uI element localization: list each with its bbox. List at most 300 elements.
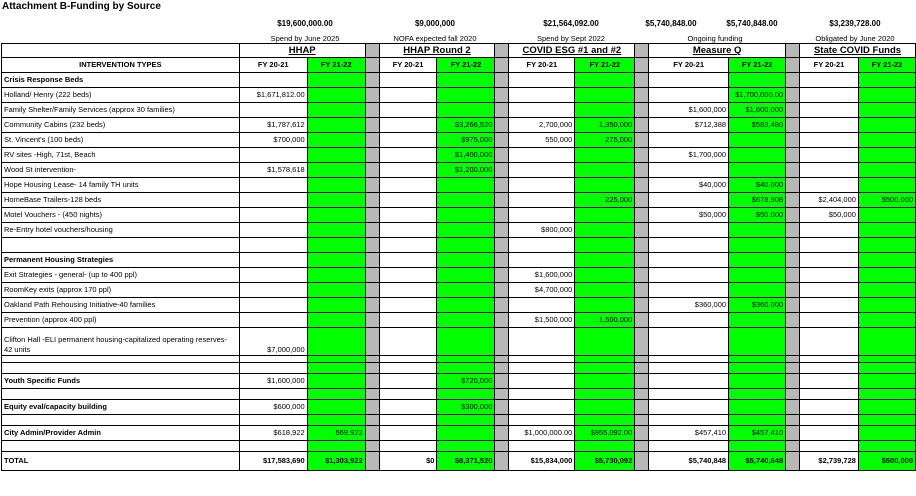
- amount-cell: [800, 238, 859, 253]
- section-row: [2, 400, 916, 415]
- separator: [786, 178, 800, 193]
- separator: [786, 415, 800, 426]
- separator: [786, 313, 800, 328]
- separator: [495, 328, 509, 356]
- amount-cell: [307, 118, 365, 133]
- amount-cell: [800, 356, 859, 363]
- source-hhap: HHAP: [239, 44, 365, 58]
- separator: [786, 208, 800, 223]
- amount-cell: [800, 103, 859, 118]
- separator: [495, 283, 509, 298]
- row-label: [2, 363, 240, 374]
- amount-cell: [800, 298, 859, 313]
- amount-cell: [649, 356, 729, 363]
- amount-cell: $1,578,618: [239, 163, 307, 178]
- separator: [635, 58, 649, 73]
- amount-cell: [729, 328, 786, 356]
- table-row: [2, 133, 916, 148]
- amount-cell: [307, 238, 365, 253]
- fy-header: FY 20-21: [649, 58, 729, 73]
- amount-cell: [858, 400, 915, 415]
- table-row: [2, 88, 916, 103]
- amount-cell: [729, 389, 786, 400]
- amount-cell: [379, 328, 437, 356]
- section-row: [2, 426, 916, 441]
- amount-cell: [858, 133, 915, 148]
- separator: [635, 389, 649, 400]
- separator: [786, 356, 800, 363]
- amount-cell: $600,000: [239, 400, 307, 415]
- amount-cell: [800, 328, 859, 356]
- covid-esg-total: $21,564,092.00: [543, 19, 599, 28]
- separator: [786, 268, 800, 283]
- table-row: [2, 268, 916, 283]
- separator: [365, 208, 379, 223]
- separator: [495, 374, 509, 389]
- amount-cell: [239, 283, 307, 298]
- separator: [495, 118, 509, 133]
- separator: [365, 73, 379, 88]
- amount-cell: [379, 298, 437, 313]
- separator: [495, 133, 509, 148]
- fy-header: FY 21-22: [437, 58, 495, 73]
- amount-cell: [509, 415, 575, 426]
- separator: [635, 223, 649, 238]
- separator: [786, 389, 800, 400]
- amount-cell: [437, 208, 495, 223]
- total-row: [2, 452, 916, 471]
- amount-cell: [729, 268, 786, 283]
- separator: [635, 374, 649, 389]
- amount-cell: [509, 363, 575, 374]
- amount-cell: [575, 178, 635, 193]
- amount-cell: [800, 223, 859, 238]
- amount-cell: $15,834,000: [509, 452, 575, 471]
- row-label: Holland/ Henry (222 beds): [2, 88, 240, 103]
- amount-cell: [649, 400, 729, 415]
- amount-cell: [239, 253, 307, 268]
- intervention-types-header: INTERVENTION TYPES: [2, 58, 240, 73]
- table-row: [2, 328, 916, 356]
- amount-cell: [379, 426, 437, 441]
- separator: [495, 426, 509, 441]
- row-label: [2, 441, 240, 452]
- separator: [786, 44, 800, 58]
- separator: [495, 313, 509, 328]
- amount-cell: [575, 298, 635, 313]
- amount-cell: [307, 313, 365, 328]
- separator: [786, 103, 800, 118]
- amount-cell: [379, 313, 437, 328]
- separator: [635, 283, 649, 298]
- separator: [786, 400, 800, 415]
- amount-cell: [437, 328, 495, 356]
- separator: [495, 238, 509, 253]
- table-row: [2, 193, 916, 208]
- fy-header: FY 21-22: [729, 58, 786, 73]
- separator: [365, 148, 379, 163]
- separator: [495, 452, 509, 471]
- separator: [365, 389, 379, 400]
- fy-header-row: [2, 58, 916, 73]
- amount-cell: [307, 253, 365, 268]
- separator: [635, 178, 649, 193]
- amount-cell: $1,500,000: [509, 313, 575, 328]
- amount-cell: $17,583,690: [239, 452, 307, 471]
- amount-cell: [239, 178, 307, 193]
- amount-cell: [649, 133, 729, 148]
- amount-cell: [858, 238, 915, 253]
- separator: [365, 356, 379, 363]
- row-label: Hope Housing Lease- 14 family TH units: [2, 178, 240, 193]
- fy-header: FY 20-21: [509, 58, 575, 73]
- section-row: [2, 253, 916, 268]
- separator: [786, 163, 800, 178]
- amount-cell: [800, 313, 859, 328]
- amount-cell: $1,700,000: [649, 148, 729, 163]
- table-row: [2, 283, 916, 298]
- row-label: Family Shelter/Family Services (approx 30 families): [2, 103, 240, 118]
- state-covid-note: Obligated by June 2020: [815, 34, 895, 43]
- separator: [365, 313, 379, 328]
- table-row: [2, 238, 916, 253]
- amount-cell: [729, 238, 786, 253]
- separator: [635, 88, 649, 103]
- amount-cell: $800,000: [509, 223, 575, 238]
- amount-cell: [800, 363, 859, 374]
- amount-cell: [649, 73, 729, 88]
- amount-cell: $618,922: [239, 426, 307, 441]
- amount-cell: [800, 163, 859, 178]
- amount-cell: [575, 253, 635, 268]
- amount-cell: [649, 193, 729, 208]
- covid-esg-note: Spend by Sept 2022: [537, 34, 605, 43]
- amount-cell: [575, 163, 635, 178]
- separator: [635, 363, 649, 374]
- amount-cell: [575, 88, 635, 103]
- hhap-note: Spend by June 2025: [270, 34, 340, 43]
- amount-cell: [239, 208, 307, 223]
- separator: [786, 223, 800, 238]
- amount-cell: [437, 103, 495, 118]
- amount-cell: [649, 238, 729, 253]
- amount-cell: [800, 389, 859, 400]
- amount-cell: [437, 313, 495, 328]
- separator: [786, 193, 800, 208]
- table-row: [2, 178, 916, 193]
- amount-cell: [858, 313, 915, 328]
- page-title: Attachment B-Funding by Source: [2, 1, 161, 12]
- source-measureq: Measure Q: [649, 44, 786, 58]
- state-covid-total: $3,239,728.00: [829, 19, 881, 28]
- amount-cell: [858, 103, 915, 118]
- source-covid-esg: COVID ESG #1 and #2: [509, 44, 635, 58]
- amount-cell: $712,388: [649, 118, 729, 133]
- separator: [786, 298, 800, 313]
- amount-cell: $50,000: [729, 208, 786, 223]
- amount-cell: [858, 118, 915, 133]
- fy-header: FY 20-21: [800, 58, 859, 73]
- separator: [786, 148, 800, 163]
- amount-cell: $50,000: [800, 208, 859, 223]
- amount-cell: [379, 133, 437, 148]
- separator: [635, 328, 649, 356]
- separator: [495, 163, 509, 178]
- separator: [365, 363, 379, 374]
- funding-table: [1, 43, 916, 471]
- table-row: [2, 441, 916, 452]
- separator: [495, 88, 509, 103]
- amount-cell: [575, 103, 635, 118]
- amount-cell: [307, 88, 365, 103]
- separator: [786, 452, 800, 471]
- amount-cell: [800, 426, 859, 441]
- separator: [635, 103, 649, 118]
- separator: [635, 73, 649, 88]
- amount-cell: [575, 283, 635, 298]
- amount-cell: [858, 441, 915, 452]
- amount-cell: [729, 415, 786, 426]
- separator: [635, 148, 649, 163]
- amount-cell: 2,700,000: [509, 118, 575, 133]
- row-label: [2, 415, 240, 426]
- amount-cell: $40,000: [649, 178, 729, 193]
- amount-cell: [379, 283, 437, 298]
- separator: [786, 58, 800, 73]
- amount-cell: $0: [379, 452, 437, 471]
- amount-cell: [800, 283, 859, 298]
- separator: [495, 356, 509, 363]
- amount-cell: [509, 441, 575, 452]
- measureq-total-1: $5,740,848.00: [645, 19, 697, 28]
- row-label: HomeBase Trailers-128 beds: [2, 193, 240, 208]
- separator: [365, 178, 379, 193]
- amount-cell: [509, 389, 575, 400]
- amount-cell: [379, 148, 437, 163]
- separator: [635, 193, 649, 208]
- amount-cell: [379, 268, 437, 283]
- amount-cell: [307, 193, 365, 208]
- amount-cell: [307, 298, 365, 313]
- amount-cell: [858, 426, 915, 441]
- amount-cell: [379, 363, 437, 374]
- amount-cell: [575, 223, 635, 238]
- fy-header: FY 21-22: [307, 58, 365, 73]
- amount-cell: [239, 363, 307, 374]
- amount-cell: $3,266,520: [437, 118, 495, 133]
- amount-cell: [239, 268, 307, 283]
- measureq-total-2: $5,740,848.00: [726, 19, 778, 28]
- row-label: Exit Strategies - general- (up to 400 ppl): [2, 268, 240, 283]
- amount-cell: [575, 363, 635, 374]
- amount-cell: $5,730,092: [575, 452, 635, 471]
- amount-cell: [858, 356, 915, 363]
- fy-header: FY 20-21: [379, 58, 437, 73]
- amount-cell: [575, 374, 635, 389]
- amount-cell: [307, 328, 365, 356]
- table-row: [2, 148, 916, 163]
- amount-cell: [307, 415, 365, 426]
- separator: [365, 103, 379, 118]
- amount-cell: $2,404,000: [800, 193, 859, 208]
- amount-cell: [800, 253, 859, 268]
- amount-cell: [575, 389, 635, 400]
- amount-cell: [858, 163, 915, 178]
- amount-cell: [379, 73, 437, 88]
- table-row: [2, 415, 916, 426]
- separator: [635, 415, 649, 426]
- amount-cell: [858, 208, 915, 223]
- separator: [786, 374, 800, 389]
- source-header-row: [2, 44, 916, 58]
- amount-cell: [858, 148, 915, 163]
- amount-cell: [729, 356, 786, 363]
- amount-cell: [509, 148, 575, 163]
- separator: [495, 58, 509, 73]
- row-label: Permanent Housing Strategies: [2, 253, 240, 268]
- separator: [495, 148, 509, 163]
- separator: [635, 208, 649, 223]
- amount-cell: [649, 253, 729, 268]
- separator: [635, 356, 649, 363]
- amount-cell: [437, 253, 495, 268]
- amount-cell: [239, 103, 307, 118]
- amount-cell: [729, 223, 786, 238]
- row-label: Oakland Path Rehousing Initiative-40 families: [2, 298, 240, 313]
- table-row: [2, 103, 916, 118]
- hhap2-total: $9,000,000: [414, 19, 456, 28]
- separator: [635, 118, 649, 133]
- separator: [365, 268, 379, 283]
- separator: [365, 163, 379, 178]
- separator: [495, 178, 509, 193]
- amount-cell: [509, 103, 575, 118]
- separator: [786, 133, 800, 148]
- amount-cell: [437, 73, 495, 88]
- separator: [786, 328, 800, 356]
- amount-cell: [649, 374, 729, 389]
- amount-cell: $1,600,000: [239, 374, 307, 389]
- amount-cell: [858, 298, 915, 313]
- separator: [635, 426, 649, 441]
- amount-cell: [509, 400, 575, 415]
- amount-cell: $678,908: [729, 193, 786, 208]
- separator: [786, 88, 800, 103]
- amount-cell: [800, 118, 859, 133]
- row-label: Wood St intervention-: [2, 163, 240, 178]
- separator: [365, 223, 379, 238]
- amount-cell: $1,000,000.00: [509, 426, 575, 441]
- row-label: Prevention (approx 400 ppl): [2, 313, 240, 328]
- amount-cell: $360,000: [649, 298, 729, 313]
- amount-cell: [379, 163, 437, 178]
- separator: [495, 44, 509, 58]
- separator: [786, 118, 800, 133]
- amount-cell: [575, 400, 635, 415]
- separator: [786, 426, 800, 441]
- table-row: [2, 298, 916, 313]
- amount-cell: [729, 148, 786, 163]
- amount-cell: [437, 268, 495, 283]
- amount-cell: $1,600,000: [649, 103, 729, 118]
- table-row: [2, 363, 916, 374]
- row-label: Motel Vouchers - (450 nights): [2, 208, 240, 223]
- amount-cell: [729, 441, 786, 452]
- amount-cell: [729, 363, 786, 374]
- amount-cell: [379, 400, 437, 415]
- amount-cell: [575, 73, 635, 88]
- amount-cell: [437, 389, 495, 400]
- separator: [365, 253, 379, 268]
- amount-cell: [239, 389, 307, 400]
- separator: [635, 44, 649, 58]
- separator: [786, 253, 800, 268]
- separator: [365, 88, 379, 103]
- row-label: TOTAL: [2, 452, 240, 471]
- fy-header: FY 21-22: [858, 58, 915, 73]
- amount-cell: [307, 103, 365, 118]
- amount-cell: 550,000: [509, 133, 575, 148]
- amount-cell: [437, 88, 495, 103]
- hhap2-note: NOFA expected fall 2020: [393, 34, 477, 43]
- amount-cell: [729, 283, 786, 298]
- table-row: [2, 356, 916, 363]
- amount-cell: [307, 133, 365, 148]
- separator: [495, 103, 509, 118]
- separator: [365, 298, 379, 313]
- row-label: Community Cabins (232 beds): [2, 118, 240, 133]
- separator: [495, 415, 509, 426]
- amount-cell: $5,740,848: [729, 452, 786, 471]
- amount-cell: [239, 148, 307, 163]
- amount-cell: [307, 208, 365, 223]
- separator: [365, 328, 379, 356]
- separator: [495, 253, 509, 268]
- amount-cell: $500,000: [858, 452, 915, 471]
- row-label: RV sites -High, 71st, Beach: [2, 148, 240, 163]
- separator: [786, 441, 800, 452]
- amount-cell: [509, 238, 575, 253]
- separator: [786, 238, 800, 253]
- separator: [365, 283, 379, 298]
- amount-cell: [379, 103, 437, 118]
- amount-cell: [649, 441, 729, 452]
- separator: [635, 268, 649, 283]
- amount-cell: 275,000: [575, 133, 635, 148]
- amount-cell: [800, 88, 859, 103]
- amount-cell: [509, 193, 575, 208]
- amount-cell: [509, 178, 575, 193]
- separator: [365, 238, 379, 253]
- amount-cell: [509, 163, 575, 178]
- amount-cell: [437, 178, 495, 193]
- amount-cell: [858, 283, 915, 298]
- amount-cell: [307, 178, 365, 193]
- amount-cell: [379, 253, 437, 268]
- amount-cell: [858, 73, 915, 88]
- row-label: St. Vincent's (100 beds): [2, 133, 240, 148]
- amount-cell: $1,671,812.00: [239, 88, 307, 103]
- amount-cell: $300,000: [437, 400, 495, 415]
- amount-cell: [729, 253, 786, 268]
- amount-cell: [649, 389, 729, 400]
- amount-cell: [858, 389, 915, 400]
- amount-cell: $50,000: [649, 208, 729, 223]
- amount-cell: [379, 178, 437, 193]
- amount-cell: [800, 73, 859, 88]
- amount-cell: [239, 313, 307, 328]
- amount-cell: [800, 268, 859, 283]
